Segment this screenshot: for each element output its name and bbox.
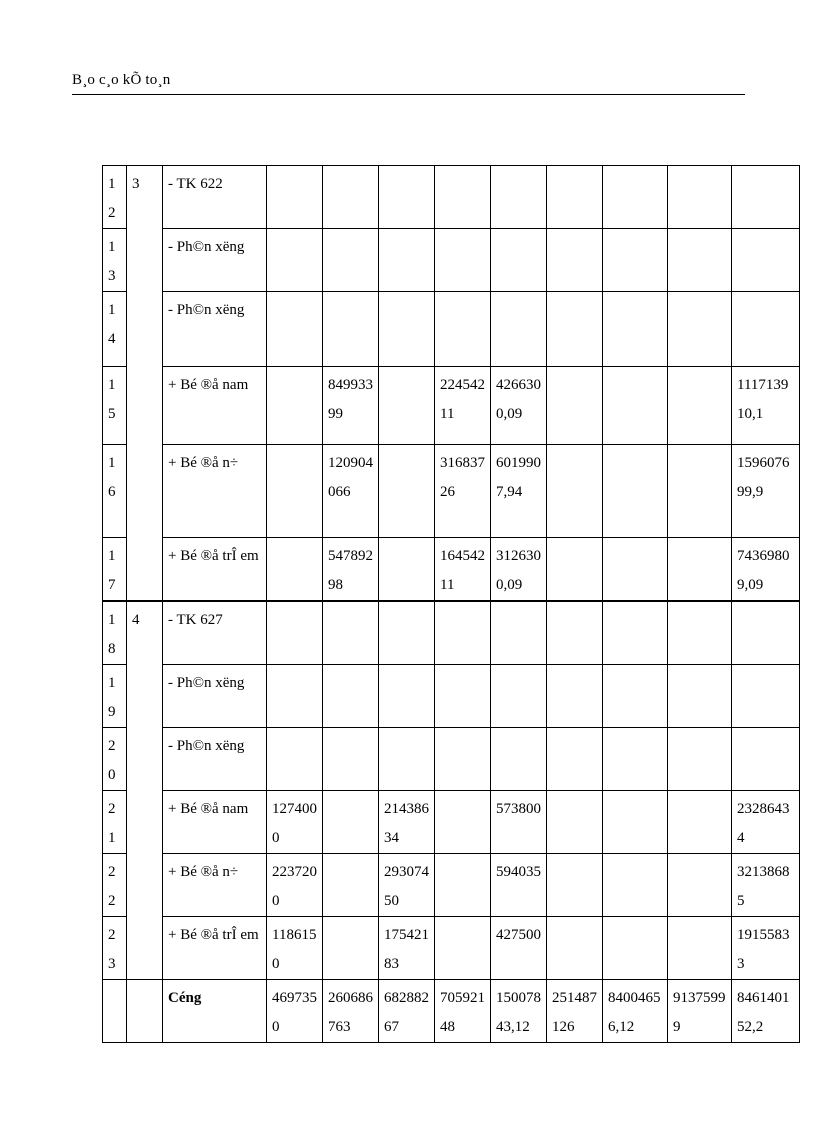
value-cell: [435, 791, 491, 854]
value-cell: [267, 728, 323, 791]
value-cell: [603, 665, 668, 728]
group-number-cell: [127, 917, 163, 980]
value-cell: [547, 292, 603, 367]
group-number-cell: 3: [127, 166, 163, 229]
value-cell: [603, 166, 668, 229]
cost-allocation-table: [102, 165, 800, 1043]
value-cell: 16454211: [435, 538, 491, 602]
value-cell: [603, 367, 668, 445]
group-number-cell: [127, 445, 163, 538]
row-number-cell: 19: [103, 665, 127, 728]
table-row: [103, 728, 800, 791]
value-cell: [267, 229, 323, 292]
value-cell: 70592148: [435, 980, 491, 1043]
item-label-cell: - Ph©n xëng: [163, 728, 267, 791]
value-cell: 2237200: [267, 854, 323, 917]
group-number-cell: [127, 791, 163, 854]
row-number-cell: 23: [103, 917, 127, 980]
value-cell: [668, 917, 732, 980]
value-cell: [732, 229, 800, 292]
value-cell: 29307450: [379, 854, 435, 917]
value-cell: [603, 854, 668, 917]
value-cell: [491, 665, 547, 728]
table-row: [103, 367, 800, 445]
group-number-cell: [127, 538, 163, 602]
table-row: [103, 601, 800, 665]
value-cell: 74369809,09: [732, 538, 800, 602]
table-row: [103, 229, 800, 292]
value-cell: [668, 292, 732, 367]
row-number-cell: 20: [103, 728, 127, 791]
value-cell: [435, 229, 491, 292]
value-cell: [668, 445, 732, 538]
value-cell: 4266300,09: [491, 367, 547, 445]
row-number-cell: 14: [103, 292, 127, 367]
value-cell: [267, 292, 323, 367]
value-cell: 251487126: [547, 980, 603, 1043]
value-cell: [668, 538, 732, 602]
item-label-cell: + Bé ®å n÷: [163, 854, 267, 917]
row-number-cell: 13: [103, 229, 127, 292]
item-label-cell: - TK 622: [163, 166, 267, 229]
table-row: [103, 917, 800, 980]
group-number-cell: [127, 367, 163, 445]
value-cell: 159607699,9: [732, 445, 800, 538]
value-cell: [603, 728, 668, 791]
value-cell: [547, 229, 603, 292]
row-number-cell: 16: [103, 445, 127, 538]
value-cell: [379, 229, 435, 292]
value-cell: 594035: [491, 854, 547, 917]
value-cell: [323, 292, 379, 367]
value-cell: [323, 917, 379, 980]
value-cell: [379, 445, 435, 538]
value-cell: 3126300,09: [491, 538, 547, 602]
value-cell: [491, 292, 547, 367]
value-cell: [435, 292, 491, 367]
value-cell: [323, 791, 379, 854]
item-label-cell: + Bé ®å trÎ em: [163, 538, 267, 602]
value-cell: [547, 445, 603, 538]
value-cell: [668, 166, 732, 229]
value-cell: [435, 917, 491, 980]
value-cell: [267, 367, 323, 445]
value-cell: 23286434: [732, 791, 800, 854]
value-cell: [379, 292, 435, 367]
group-number-cell: [127, 229, 163, 292]
value-cell: [668, 854, 732, 917]
value-cell: 1186150: [267, 917, 323, 980]
group-number-cell: [127, 854, 163, 917]
report-title: B¸o c¸o kÕ to¸n: [72, 72, 171, 88]
value-cell: [323, 854, 379, 917]
value-cell: [668, 229, 732, 292]
table-row: [103, 538, 800, 602]
value-cell: [668, 728, 732, 791]
group-number-cell: [127, 292, 163, 367]
value-cell: [603, 292, 668, 367]
value-cell: [491, 229, 547, 292]
table-row: [103, 854, 800, 917]
value-cell: [603, 445, 668, 538]
value-cell: 573800: [491, 791, 547, 854]
value-cell: [491, 166, 547, 229]
row-number-cell: 17: [103, 538, 127, 602]
value-cell: [379, 367, 435, 445]
group-number-cell: 4: [127, 601, 163, 665]
item-label-cell: - Ph©n xëng: [163, 292, 267, 367]
value-cell: [379, 728, 435, 791]
value-cell: 21438634: [379, 791, 435, 854]
item-label-cell: - Ph©n xëng: [163, 665, 267, 728]
group-number-cell: [127, 728, 163, 791]
item-label-cell: - TK 627: [163, 601, 267, 665]
value-cell: [267, 538, 323, 602]
value-cell: [435, 166, 491, 229]
value-cell: [267, 601, 323, 665]
value-cell: 4697350: [267, 980, 323, 1043]
value-cell: [603, 791, 668, 854]
value-cell: [547, 601, 603, 665]
value-cell: 31683726: [435, 445, 491, 538]
value-cell: [435, 728, 491, 791]
value-cell: [547, 917, 603, 980]
table-row: [103, 445, 800, 538]
page-header: [72, 70, 745, 95]
value-cell: [323, 166, 379, 229]
value-cell: 427500: [491, 917, 547, 980]
table-row: [103, 980, 800, 1043]
value-cell: [603, 229, 668, 292]
row-number-cell: 21: [103, 791, 127, 854]
value-cell: [547, 728, 603, 791]
row-number-cell: [103, 980, 127, 1043]
value-cell: 91375999: [668, 980, 732, 1043]
value-cell: [732, 601, 800, 665]
value-cell: 15007843,12: [491, 980, 547, 1043]
value-cell: 54789298: [323, 538, 379, 602]
value-cell: 1274000: [267, 791, 323, 854]
value-cell: [267, 665, 323, 728]
value-cell: 32138685: [732, 854, 800, 917]
value-cell: [732, 292, 800, 367]
item-label-cell: + Bé ®å nam: [163, 367, 267, 445]
row-number-cell: 15: [103, 367, 127, 445]
value-cell: [547, 791, 603, 854]
item-label-cell: + Bé ®å n÷: [163, 445, 267, 538]
value-cell: [323, 665, 379, 728]
value-cell: [323, 601, 379, 665]
value-cell: [323, 728, 379, 791]
value-cell: 6019907,94: [491, 445, 547, 538]
value-cell: [668, 601, 732, 665]
row-number-cell: 18: [103, 601, 127, 665]
value-cell: [435, 665, 491, 728]
value-cell: 68288267: [379, 980, 435, 1043]
value-cell: [491, 728, 547, 791]
table-row: [103, 166, 800, 229]
value-cell: 22454211: [435, 367, 491, 445]
value-cell: [379, 665, 435, 728]
value-cell: [732, 728, 800, 791]
value-cell: [379, 166, 435, 229]
value-cell: [379, 601, 435, 665]
value-cell: [668, 791, 732, 854]
value-cell: [668, 367, 732, 445]
value-cell: [547, 166, 603, 229]
value-cell: 111713910,1: [732, 367, 800, 445]
value-cell: [547, 538, 603, 602]
value-cell: 84993399: [323, 367, 379, 445]
value-cell: [547, 854, 603, 917]
item-label-cell: + Bé ®å trÎ em: [163, 917, 267, 980]
group-number-cell: [127, 980, 163, 1043]
value-cell: 17542183: [379, 917, 435, 980]
value-cell: [547, 665, 603, 728]
item-label-cell: - Ph©n xëng: [163, 229, 267, 292]
row-number-cell: 22: [103, 854, 127, 917]
value-cell: [603, 601, 668, 665]
value-cell: [668, 665, 732, 728]
value-cell: [732, 166, 800, 229]
value-cell: [603, 917, 668, 980]
value-cell: [435, 854, 491, 917]
value-cell: [547, 367, 603, 445]
value-cell: [267, 166, 323, 229]
value-cell: [435, 601, 491, 665]
item-label-cell: + Bé ®å nam: [163, 791, 267, 854]
value-cell: [379, 538, 435, 602]
value-cell: 120904066: [323, 445, 379, 538]
value-cell: [603, 538, 668, 602]
table-row: [103, 292, 800, 367]
value-cell: 84004656,12: [603, 980, 668, 1043]
table-row: [103, 791, 800, 854]
value-cell: 846140152,2: [732, 980, 800, 1043]
table-row: [103, 665, 800, 728]
row-number-cell: 12: [103, 166, 127, 229]
value-cell: 260686763: [323, 980, 379, 1043]
value-cell: [732, 665, 800, 728]
value-cell: 19155833: [732, 917, 800, 980]
value-cell: [491, 601, 547, 665]
value-cell: [323, 229, 379, 292]
value-cell: [267, 445, 323, 538]
group-number-cell: [127, 665, 163, 728]
item-label-cell: Céng: [163, 980, 267, 1043]
